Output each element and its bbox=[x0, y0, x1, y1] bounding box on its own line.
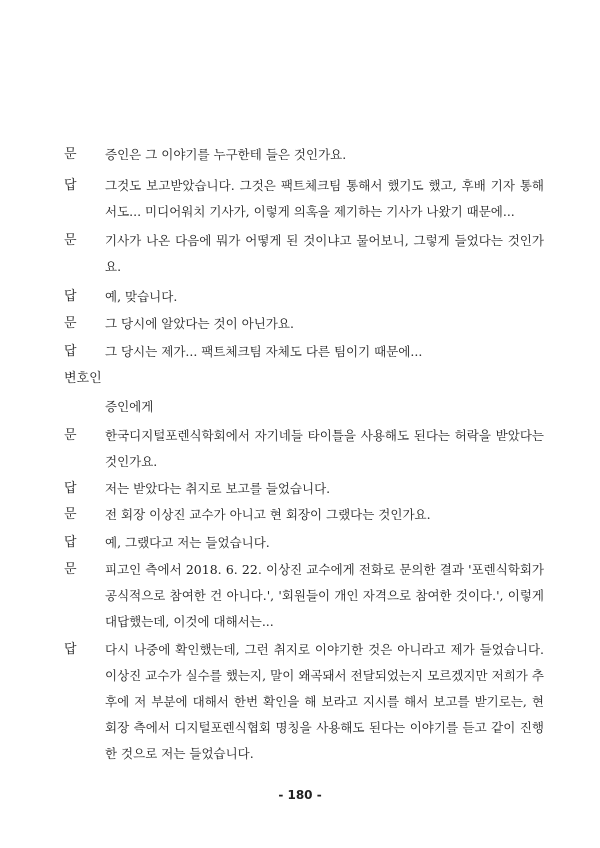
transcript-entry bbox=[64, 339, 544, 365]
transcript-entry bbox=[64, 311, 544, 337]
speaker-label: 답 bbox=[64, 178, 77, 193]
transcript-entry bbox=[64, 173, 544, 225]
entry-text: 피고인 측에서 2018. 6. 22. 이상진 교수에게 전화로 문의한 결과 '포렌식학회가 공식적으로 참여한 건 아니다.', '회원들이 개인 자격으로 참여한 것이다.', 이렇게 대답했는데, 이것에 대해서는... bbox=[105, 562, 544, 629]
entry-text: 예, 그랬다고 저는 들었습니다. bbox=[105, 535, 270, 550]
entry-text: 저는 받았다는 취지로 보고를 들었습니다. bbox=[105, 481, 331, 496]
transcript-entry bbox=[64, 637, 544, 767]
transcript-entry bbox=[64, 228, 544, 280]
transcript-entry bbox=[64, 530, 544, 556]
speaker-label: 문 bbox=[64, 316, 77, 331]
transcript-entry bbox=[64, 557, 544, 635]
transcript-entry bbox=[64, 502, 544, 528]
entry-text: 한국디지털포렌식학회에서 자기네들 타이틀을 사용해도 된다는 허락을 받았다는 것인가요. bbox=[105, 428, 544, 469]
speaker-label: 답 bbox=[64, 289, 77, 304]
speaker-label: 문 bbox=[64, 233, 77, 248]
transcript-entry bbox=[64, 423, 544, 475]
entry-text: 증인은 그 이야기를 누구한테 들은 것인가요. bbox=[105, 147, 347, 162]
speaker-label: 답 bbox=[64, 481, 77, 496]
entry-text: 증인에게 bbox=[105, 399, 154, 414]
entry-text: 그 당시는 제가... 팩트체크팀 자체도 다른 팀이기 때문에... bbox=[105, 344, 423, 359]
transcript-entry bbox=[64, 394, 544, 420]
speaker-label: 변호인 bbox=[64, 371, 102, 386]
entry-text: 그 당시에 알았다는 것이 아닌가요. bbox=[105, 316, 294, 331]
speaker-label: 답 bbox=[64, 344, 77, 359]
speaker-label: 문 bbox=[64, 428, 77, 443]
entry-text: 그것도 보고받았습니다. 그것은 팩트체크팀 통해서 했기도 했고, 후배 기자 통해서도... 미디어워치 기사가, 이렇게 의혹을 제기하는 기사가 나왔기 때문에... bbox=[105, 178, 544, 219]
page-number: - 180 - bbox=[278, 788, 322, 802]
speaker-label: 문 bbox=[64, 147, 77, 162]
entry-text: 예, 맞습니다. bbox=[105, 289, 178, 304]
entry-text: 전 회장 이상진 교수가 아니고 현 회장이 그랬다는 것인가요. bbox=[105, 507, 431, 522]
transcript-entry bbox=[64, 284, 544, 310]
speaker-label: 답 bbox=[64, 535, 77, 550]
speaker-label: 답 bbox=[64, 642, 77, 657]
transcript-entry bbox=[64, 476, 544, 502]
entry-text: 기사가 나온 다음에 뭐가 어떻게 된 것이냐고 물어보니, 그렇게 들었다는 것인가요. bbox=[105, 233, 544, 274]
speaker-label: 문 bbox=[64, 507, 77, 522]
entry-text: 다시 나중에 확인했는데, 그런 취지로 이야기한 것은 아니라고 제가 들었습니다. 이상진 교수가 실수를 했는지, 말이 왜곡돼서 전달되었는지 모르겠지만 저희가 추후에 저 부분에 대해서 한번 확인을 해 보라고 지시를 해서 보고를 받기로는, 현 회장 측에서 디지털포렌식협회 명칭을 사용해도 된다는 이야기를 듣고 같이 진행한 것으로 저는 들었습니다. bbox=[105, 642, 544, 761]
transcript-entry bbox=[64, 142, 544, 168]
speaker-label: 문 bbox=[64, 562, 77, 577]
